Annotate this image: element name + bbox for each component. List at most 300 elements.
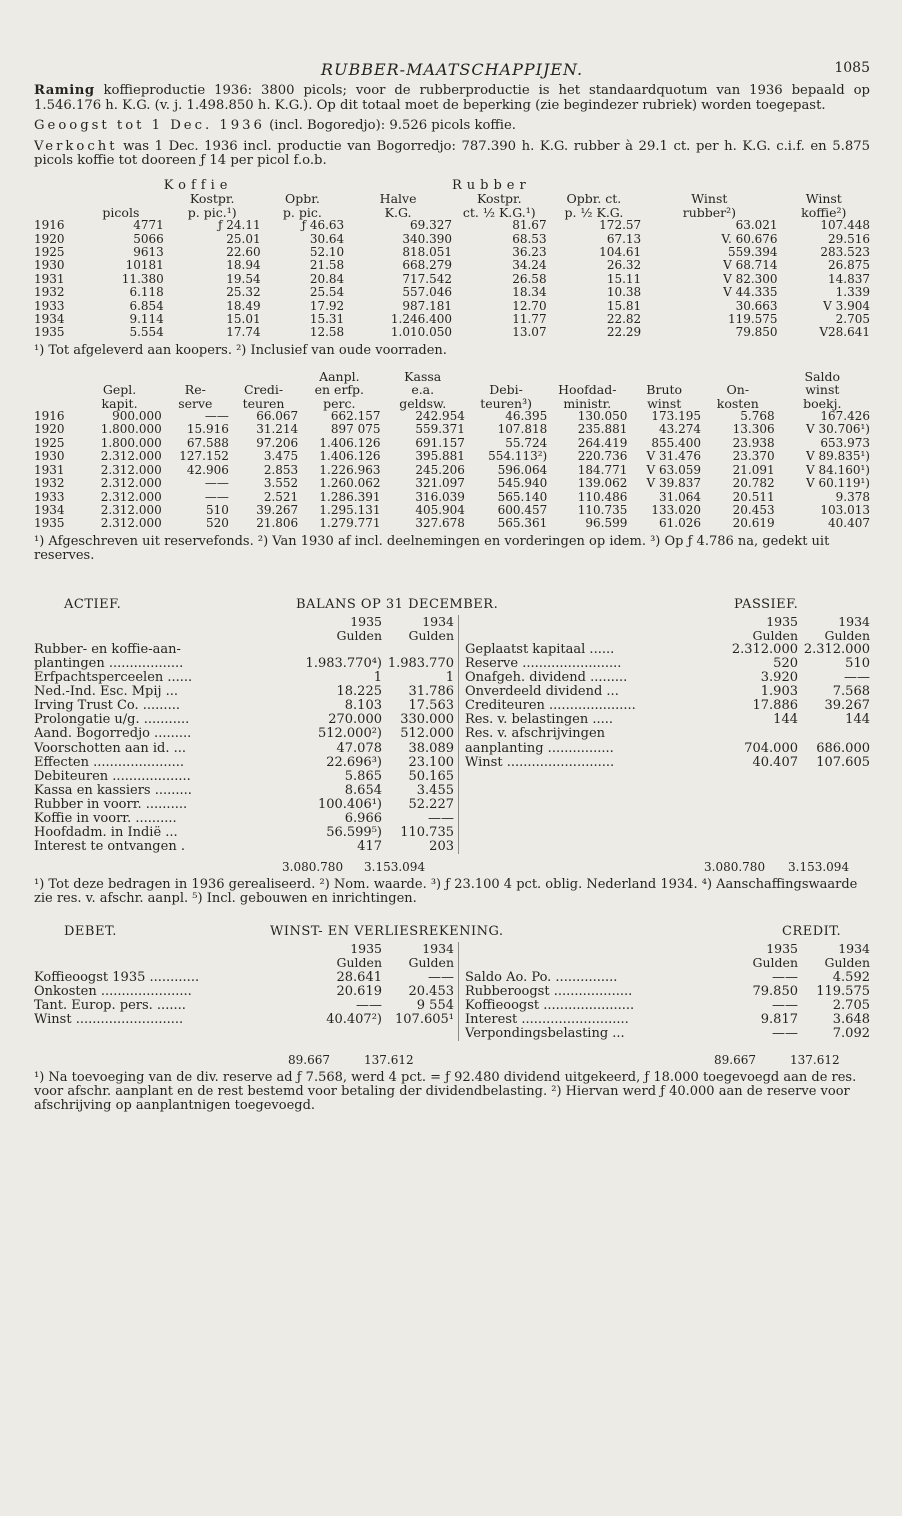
item-value: 18.225 [336, 684, 382, 700]
cell: Halve [379, 191, 417, 207]
cell: 22.82 [606, 312, 642, 327]
table-row [34, 464, 870, 477]
item-value: 8.103 [344, 698, 382, 714]
cell: 1931 [34, 462, 65, 477]
table-row [34, 313, 870, 326]
debet-title: DEBET. [64, 924, 117, 940]
cell: 21.806 [256, 516, 299, 531]
cell: 11.380 [121, 271, 164, 286]
cell: 34.24 [512, 258, 547, 273]
cell: V 68.714 [723, 258, 778, 273]
cell: 1920 [34, 422, 65, 437]
item-value: 512.000 [400, 726, 454, 742]
cell: 2.312.000 [100, 502, 162, 517]
cell: 1.800.000 [100, 435, 162, 450]
cell: Gepl. [102, 382, 137, 398]
item-value: 1 [373, 670, 382, 686]
credit-table [465, 942, 870, 1041]
cell: 15.31 [309, 312, 345, 327]
cell: 96.599 [585, 516, 628, 531]
item-value: —— [428, 969, 454, 985]
cell: 22.60 [226, 245, 261, 259]
cell: 107.818 [497, 422, 548, 437]
item-value: —— [428, 811, 454, 827]
item-value: 9 554 [416, 997, 454, 1013]
item-value: 4.592 [832, 969, 870, 985]
cell: 172.57 [599, 218, 642, 233]
statement-row [34, 999, 454, 1013]
cell: 52.10 [309, 245, 345, 259]
item-value: 119.575 [816, 983, 870, 999]
item-label: Verpondingsbelasting ... [465, 1026, 625, 1041]
item-value: 2.705 [832, 997, 870, 1013]
item-value: 3.920 [760, 670, 798, 686]
cell [34, 615, 306, 629]
cell: 1.406.126 [319, 435, 381, 450]
unit-label: Gulden [824, 627, 870, 643]
debet-table [34, 942, 454, 1027]
year-label: 1935 [350, 941, 382, 957]
cell: 653.973 [820, 435, 870, 450]
pl-total-1935-right: 89.667 [714, 1052, 756, 1067]
cell: e.a. [411, 382, 435, 398]
item-value: 23.100 [408, 754, 454, 770]
cell: rubber²) [682, 204, 737, 220]
item-value: 704.000 [744, 740, 798, 756]
statement-row [465, 671, 870, 685]
cell: 565.361 [497, 516, 548, 531]
cell: Kostpr. [477, 191, 522, 207]
cell: 1.800.000 [100, 422, 162, 437]
item-label: Erfpachtsperceelen ...... [34, 671, 193, 686]
cell: ministr. [563, 395, 612, 411]
profit-loss [34, 924, 870, 1113]
cell: V28.641 [819, 325, 870, 340]
pl-total-1934-left: 137.612 [364, 1052, 414, 1067]
cell: 67.588 [186, 435, 229, 450]
cell: 405.904 [415, 502, 465, 517]
cell: 554.113²) [488, 449, 548, 464]
cell: 26.32 [606, 258, 642, 273]
cell: 2.312.000 [100, 489, 162, 504]
cell: 10181 [125, 258, 164, 273]
cell: 97.206 [256, 435, 299, 450]
statement-row [34, 812, 454, 826]
cell: V 84.160¹) [806, 462, 870, 477]
cell: 245.206 [415, 462, 465, 477]
cell: V 60.119¹) [806, 476, 870, 491]
statement-row [34, 1013, 454, 1027]
year-label: 1934 [422, 613, 454, 629]
unit-label: Gulden [408, 955, 454, 971]
cell: teuren³) [480, 395, 532, 411]
cell: 15.916 [186, 422, 229, 437]
statement-row [34, 756, 454, 770]
cell: 61.026 [658, 516, 701, 531]
cell: serve [178, 395, 213, 411]
statement-row [465, 742, 870, 756]
cell: Re- [184, 382, 206, 398]
item-label: Onverdeeld dividend ... [465, 685, 619, 700]
item-value: 110.735 [400, 825, 454, 841]
cell: 127.152 [179, 449, 229, 464]
cell [547, 370, 627, 383]
pl-total-1934-right: 137.612 [790, 1052, 840, 1067]
statement-row [465, 756, 870, 770]
cell [34, 397, 77, 410]
cell: 1925 [34, 245, 65, 259]
verkocht-label: Verkocht [34, 138, 118, 154]
item-value [382, 643, 454, 657]
table-row [34, 219, 870, 232]
cell: 3.552 [263, 476, 299, 491]
item-label: Interest te ontvangen . [34, 840, 185, 855]
balance-totals [34, 860, 870, 874]
table-row [34, 450, 870, 463]
statement-row [34, 784, 454, 798]
table-row [34, 423, 870, 436]
cell: geldsw. [399, 395, 447, 411]
cell: 340.390 [402, 231, 452, 246]
page-title: RUBBER-MAATSCHAPPIJEN. [320, 60, 584, 79]
unit-header-row [34, 956, 454, 970]
item-label: Effecten ...................... [34, 755, 185, 770]
item-label: Aand. Bogorredjo ......... [34, 727, 192, 742]
cell: 42.906 [186, 462, 229, 477]
item-value: 144 [773, 712, 798, 728]
year-header-row [34, 615, 454, 629]
cell: 21.58 [309, 258, 345, 273]
statement-row [465, 727, 870, 741]
cell: 130.050 [577, 409, 628, 424]
item-value: 510 [845, 656, 870, 671]
cell: 235.881 [577, 422, 628, 437]
header-row [34, 383, 870, 396]
unit-header-row [34, 629, 454, 643]
cell: 20.782 [732, 476, 775, 491]
statement-row [465, 985, 870, 999]
item-value: —— [356, 997, 382, 1013]
group-koffie-label: Koffie [163, 177, 233, 193]
page [34, 58, 870, 1119]
geoogst-text: (incl. Bogoredjo): 9.526 picols koffie. [264, 118, 516, 134]
cell: 2.312.000 [100, 516, 162, 531]
cell [77, 370, 161, 383]
cell [465, 942, 726, 956]
table-row [34, 517, 870, 530]
group-rubber-label: Rubber [451, 177, 531, 193]
item-label: Onkosten ...................... [34, 984, 192, 999]
cell: 691.157 [415, 435, 465, 450]
item-value: 40.407 [752, 754, 798, 770]
cell: 23.370 [732, 449, 775, 464]
year-label: 1935 [350, 613, 382, 629]
raming-label: Raming [34, 83, 95, 98]
statement-row [34, 985, 454, 999]
item-label: Koffie in voorr. .......... [34, 812, 177, 827]
cell: 110.735 [577, 502, 628, 517]
table-row [34, 326, 870, 339]
item-value: 203 [429, 839, 454, 855]
cell: 17.92 [309, 298, 345, 313]
cell: 13.07 [512, 325, 547, 340]
statement-row [465, 971, 870, 985]
year-label: 1934 [838, 613, 870, 629]
cell: 31.214 [256, 422, 299, 437]
cell: 13.306 [732, 422, 775, 437]
item-value: 107.605 [816, 754, 870, 770]
cell [34, 370, 77, 383]
cell: 66.067 [256, 409, 299, 424]
item-label: Saldo Ao. Po. ............... [465, 970, 618, 985]
page-header [34, 58, 870, 84]
page-number: 1085 [834, 60, 870, 76]
cell: V 89.835¹) [806, 449, 870, 464]
item-value: 520 [773, 656, 798, 671]
cell: 559.394 [727, 245, 778, 259]
statement-row [465, 657, 870, 671]
year-label: 1935 [766, 613, 798, 629]
cell: 1.286.391 [319, 489, 381, 504]
cell: 818.051 [402, 245, 452, 259]
year-header-row [465, 942, 870, 956]
statement-row [465, 999, 870, 1013]
item-value: 52.227 [408, 796, 454, 812]
pl-footnote: ¹) Na toevoeging van de div. reserve ad ƒ 7.568, werd 4 pct. = ƒ 92.480 dividend uitgekeerd, ƒ 18.000 toegevoegd aan de res. voor afschr. aanplant en de rest bestemd voor betaling der dividendbelasting. ²) Hiervan werd ƒ 40.000 aan de reserve voor afschrijving op aanplantnigen toegevoegd. [34, 1069, 857, 1113]
cell: 395.881 [415, 449, 465, 464]
cell: 9613 [133, 245, 164, 259]
cell: 717.542 [402, 271, 452, 286]
cell: 1934 [34, 502, 65, 517]
item-value: 1.903 [760, 684, 798, 700]
cell: Winst [691, 191, 728, 207]
production-table [34, 179, 870, 340]
cell: ƒ 24.11 [217, 218, 261, 233]
cell: 600.457 [497, 502, 548, 517]
statement-row [465, 685, 870, 699]
statement-row [34, 713, 454, 727]
cell: 321.097 [415, 476, 465, 491]
cell: 565.140 [497, 489, 548, 504]
cell: V 31.476 [646, 449, 701, 464]
item-label: plantingen .................. [34, 657, 184, 671]
unit-label: Gulden [408, 627, 454, 643]
capital-table [34, 370, 870, 531]
cell: 20.84 [309, 271, 345, 286]
cell: 5.768 [740, 409, 775, 424]
cell [162, 370, 229, 383]
item-value: 3.455 [416, 782, 454, 798]
cell: 1935 [34, 325, 65, 340]
cell: 69.327 [409, 218, 452, 233]
table-row [34, 437, 870, 450]
balance-total-1934-left: 3.153.094 [364, 860, 426, 875]
item-value: —— [844, 670, 870, 686]
cell: 1.246.400 [390, 312, 452, 327]
cell: 81.67 [512, 218, 547, 233]
item-value: 417 [357, 839, 382, 855]
cell [34, 956, 310, 970]
item-label: Koffieoogst 1935 ............ [34, 970, 200, 985]
table-row [34, 233, 870, 246]
cell: 29.516 [828, 231, 870, 246]
pl-title: WINST- EN VERLIESREKENING. [270, 924, 504, 940]
cell: 167.426 [820, 409, 870, 424]
cell: 5.554 [129, 325, 164, 340]
statement-row [34, 727, 454, 741]
table-row [34, 300, 870, 313]
cell: kapit. [101, 395, 138, 411]
cell: 17.74 [226, 325, 261, 340]
geoogst-paragraph [34, 119, 870, 134]
cell: 79.850 [735, 325, 778, 340]
cell: 1933 [34, 298, 65, 313]
item-value: 1.983.770 [387, 656, 454, 671]
cell: p. pic.¹) [187, 204, 237, 220]
cell [627, 370, 701, 383]
cell: 133.020 [651, 502, 701, 517]
item-value: 512.000²) [317, 726, 382, 742]
cell: 107.448 [820, 218, 870, 233]
cell: 14.837 [828, 271, 870, 286]
table-row [34, 273, 870, 286]
pl-totals [34, 1053, 870, 1067]
item-value: 686.000 [816, 740, 870, 756]
cell: 3.475 [263, 449, 299, 464]
cell [34, 206, 78, 219]
cell: V 63.059 [646, 462, 701, 477]
item-value: 6.966 [344, 811, 382, 827]
cell: 22.29 [606, 325, 642, 340]
cell: Saldo [804, 368, 841, 384]
cell: 1.260.062 [319, 476, 381, 491]
cell: 26.875 [828, 258, 870, 273]
item-value: 50.165 [408, 768, 454, 784]
item-value: 100.406¹) [317, 796, 382, 812]
cell: 1.226.963 [319, 462, 381, 477]
item-value: 2.312.000 [731, 641, 798, 657]
cell: 1925 [34, 435, 65, 450]
item-label: Geplaatst kapitaal ...... [465, 642, 615, 657]
statement-row [34, 971, 454, 985]
item-value: 330.000 [400, 712, 454, 728]
cell: 1.010.050 [390, 325, 452, 340]
cell: 21.091 [732, 462, 775, 477]
unit-header-row [465, 956, 870, 970]
cell: 1930 [34, 258, 65, 273]
item-value: 8.654 [344, 782, 382, 798]
actief-table [34, 615, 454, 855]
cell: 139.062 [577, 476, 628, 491]
cell: V 39.837 [646, 476, 701, 491]
unit-label: Gulden [336, 627, 382, 643]
cell [701, 370, 775, 383]
cell: 2.312.000 [100, 462, 162, 477]
statement-row [465, 713, 870, 727]
cell: 987.181 [402, 298, 452, 313]
cell [465, 956, 726, 970]
geoogst-label: Geoogst tot 1 Dec. 1936 [34, 118, 265, 134]
table-row [34, 286, 870, 299]
item-label: Hoofdadm. in Indië ... [34, 826, 178, 841]
cell: 5066 [133, 231, 164, 246]
cell: p. pic. [282, 204, 322, 220]
item-value [798, 727, 870, 741]
item-value: 270.000 [328, 712, 382, 728]
statement-row [465, 699, 870, 713]
item-value: 20.453 [408, 983, 454, 999]
item-value: 7.092 [832, 1025, 870, 1041]
verkocht-paragraph [34, 140, 870, 169]
cell: 10.38 [606, 285, 642, 300]
item-value: 5.865 [344, 768, 382, 784]
cell: 25.01 [226, 231, 261, 246]
item-value: 39.267 [824, 698, 870, 714]
table-row [34, 259, 870, 272]
statement-row [34, 840, 454, 854]
cell: Kassa [404, 368, 442, 384]
item-label: Winst .......................... [465, 755, 615, 770]
header-row [34, 192, 870, 205]
cell: 1934 [34, 312, 65, 327]
item-value: —— [772, 997, 798, 1013]
cell: 1933 [34, 489, 65, 504]
cell: 897 075 [330, 422, 381, 437]
item-value: 1 [445, 670, 454, 686]
statement-row [34, 671, 454, 685]
cell: —— [204, 476, 229, 491]
pl-titles [34, 924, 870, 942]
item-value: 28.641 [336, 969, 382, 985]
statement-row [34, 643, 454, 657]
cell: —— [204, 489, 229, 504]
header-row [34, 370, 870, 383]
cell: Kostpr. [189, 191, 235, 207]
cell: 2.853 [263, 462, 299, 477]
cell: 596.064 [497, 462, 548, 477]
cell: kosten [716, 395, 759, 411]
cell: 46.395 [505, 409, 548, 424]
item-value: 22.696³) [326, 754, 382, 770]
statement-row [34, 742, 454, 756]
cell [34, 192, 78, 205]
item-label: Interest .......................... [465, 1012, 629, 1027]
unit-label: Gulden [336, 955, 382, 971]
cell: 43.274 [658, 422, 701, 437]
cell: 18.34 [512, 285, 547, 300]
item-label: Prolongatie u/g. ........... [34, 713, 190, 728]
cell: 23.938 [732, 435, 775, 450]
balance-footnote: ¹) Tot deze bedragen in 1936 gerealiseerd. ²) Nom. waarde. ³) ƒ 23.100 4 pct. oblig. Nederland 1934. ⁴) Aanschaffingswaarde zie res. v. afschr. aanpl. ⁵) Incl. gebouwen en inrichtingen. [34, 877, 858, 907]
cell: 39.267 [256, 502, 299, 517]
cell: 30.64 [309, 231, 345, 246]
production-footnote: ¹) Tot afgeleverd aan koopers. ²) Inclusief van oude voorraden. [34, 342, 447, 358]
cell: 1.279.771 [319, 516, 381, 531]
cell: 18.94 [226, 258, 261, 273]
item-label: Irving Trust Co. ......... [34, 699, 180, 714]
table-row [34, 410, 870, 423]
item-label: Koffieoogst ...................... [465, 998, 635, 1013]
item-label: Kassa en kassiers ......... [34, 783, 192, 798]
cell [229, 370, 298, 383]
cell: ƒ 46.63 [301, 218, 345, 233]
statement-row [34, 685, 454, 699]
cell: 103.013 [820, 502, 870, 517]
cell: boekj. [803, 395, 842, 411]
cell: Winst [805, 191, 842, 207]
cell [465, 629, 726, 643]
statement-row [465, 643, 870, 657]
